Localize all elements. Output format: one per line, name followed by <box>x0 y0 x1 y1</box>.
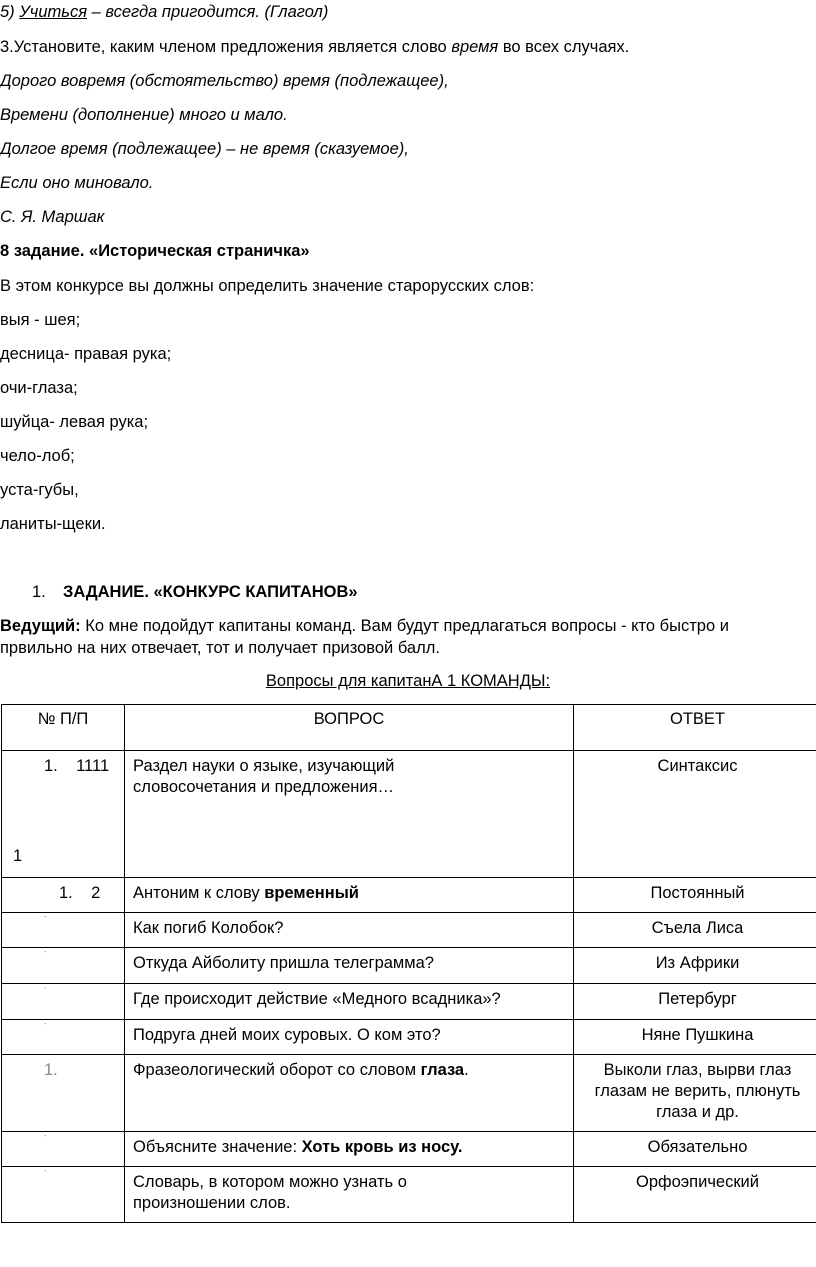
row-num-cell <box>2 1167 125 1223</box>
row-num-cell <box>2 913 125 948</box>
answer-line: Выколи глаз, вырви глаз <box>603 1061 792 1079</box>
table-row <box>2 948 816 984</box>
header-num: № П/П <box>2 705 125 751</box>
row-num-cell <box>2 984 125 1020</box>
row-num-cell <box>2 1055 125 1132</box>
row-num-extra: 1 <box>13 847 23 865</box>
question-bold: глаза <box>420 1061 465 1079</box>
row-num-cell <box>2 948 125 984</box>
header-question: ВОПРОС <box>125 705 574 751</box>
table-row <box>2 1132 816 1167</box>
tick-mark: ` <box>44 950 47 960</box>
tick-mark: ` <box>44 986 47 996</box>
answer-cell: Петербург <box>574 984 816 1020</box>
word-item: шуйца- левая рука; <box>0 413 149 431</box>
question-text-line: произношении слов. <box>133 1194 291 1212</box>
task-3-suffix: во всех случаях. <box>498 38 630 56</box>
row-num-cell <box>2 878 125 913</box>
row-num: 1. 1111 <box>44 757 110 775</box>
question-cell: Подруга дней моих суровых. О ком это? <box>125 1020 574 1055</box>
host-label: Ведущий: <box>0 617 81 635</box>
row-num-cell <box>2 1132 125 1167</box>
question-cell: Как погиб Колобок? <box>125 913 574 948</box>
row-num: 1. 2 <box>59 884 101 902</box>
word-item: выя - шея; <box>0 311 81 329</box>
table-row <box>2 878 816 913</box>
host-line-1 <box>0 616 729 636</box>
poem-line-4: Если оно миновало. <box>0 174 154 192</box>
tick-mark: ` <box>44 1169 47 1179</box>
question-text-line: Словарь, в котором можно узнать о <box>133 1173 407 1191</box>
line-5-rest: – всегда пригодится. (Глагол) <box>87 3 329 21</box>
question-cell <box>125 751 574 878</box>
word-item: очи-глаза; <box>0 379 78 397</box>
task-3-prefix: 3.Установите, каким членом предложения является слово <box>0 38 452 56</box>
question-text: Фразеологический оборот со словом <box>133 1061 421 1079</box>
row-num-cell <box>2 751 125 878</box>
table-row <box>2 1167 816 1223</box>
captains-number: 1. <box>32 583 46 601</box>
question-bold: Хоть кровь из носу. <box>301 1138 463 1156</box>
word-item: ланиты-щеки. <box>0 515 106 533</box>
tick-mark: ` <box>44 915 47 925</box>
question-cell: Откуда Айболиту пришла телеграмма? <box>125 948 574 984</box>
answer-cell: Обязательно <box>574 1132 816 1167</box>
line-5-word: Учиться <box>19 3 88 21</box>
word-item: чело-лоб; <box>0 447 75 465</box>
row-num: 1. <box>44 1061 58 1079</box>
question-tail: . <box>464 1061 469 1079</box>
tick-mark: ` <box>44 1134 47 1144</box>
question-cell <box>125 1167 574 1223</box>
row-num-cell <box>2 1020 125 1055</box>
task-3-instruction <box>0 37 629 57</box>
question-text: Объясните значение: <box>133 1138 302 1156</box>
question-cell <box>125 878 574 913</box>
poem-author: С. Я. Маршак <box>0 208 105 226</box>
word-item: десница- правая рука; <box>0 345 172 363</box>
questions-title: Вопросы для капитанА 1 КОМАНДЫ: <box>265 672 551 690</box>
word-item: уста-губы, <box>0 481 79 499</box>
table-row <box>2 1020 816 1055</box>
answer-cell: Няне Пушкина <box>574 1020 816 1055</box>
task-3-word: время <box>451 38 499 56</box>
host-text-1: Ко мне подойдут капитаны команд. Вам будут предлагаться вопросы - кто быстро и <box>80 617 729 635</box>
question-cell <box>125 1055 574 1132</box>
question-text-line: Раздел науки о языке, изучающий <box>133 757 395 775</box>
task-8-intro: В этом конкурсе вы должны определить значение старорусских слов: <box>0 277 535 295</box>
answer-cell: Съела Лиса <box>574 913 816 948</box>
table-row <box>2 913 816 948</box>
task-8-heading: 8 задание. «Историческая страничка» <box>0 242 310 260</box>
question-cell <box>125 1132 574 1167</box>
answer-line: глаза и др. <box>656 1103 739 1121</box>
table-row <box>2 1055 816 1132</box>
table-row <box>2 984 816 1020</box>
host-line-2: првильно на них отвечает, тот и получает призовой балл. <box>0 639 440 657</box>
questions-table <box>1 704 816 1223</box>
question-bold: временный <box>264 884 359 902</box>
question-text-line: словосочетания и предложения… <box>133 778 395 796</box>
table-header-row <box>2 705 816 751</box>
answer-cell: Синтаксис <box>574 751 816 878</box>
answer-cell: Орфоэпический <box>574 1167 816 1223</box>
tick-mark: ` <box>44 1022 47 1032</box>
question-text: Антоним к слову <box>133 884 265 902</box>
poem-line-1: Дорого вовремя (обстоятельство) время (подлежащее), <box>0 72 449 90</box>
header-answer: ОТВЕТ <box>574 705 816 751</box>
line-5 <box>0 2 328 22</box>
poem-line-2: Времени (дополнение) много и мало. <box>0 106 288 124</box>
answer-line: глазам не верить, плюнуть <box>594 1082 801 1100</box>
answer-cell <box>574 1055 816 1132</box>
line-5-number: 5) <box>0 3 20 21</box>
answer-cell: Постоянный <box>574 878 816 913</box>
question-cell: Где происходит действие «Медного всадника»? <box>125 984 574 1020</box>
table-row <box>2 751 816 878</box>
captains-heading: ЗАДАНИЕ. «КОНКУРС КАПИТАНОВ» <box>63 583 358 601</box>
answer-cell: Из Африки <box>574 948 816 984</box>
poem-line-3: Долгое время (подлежащее) – не время (сказуемое), <box>0 140 409 158</box>
